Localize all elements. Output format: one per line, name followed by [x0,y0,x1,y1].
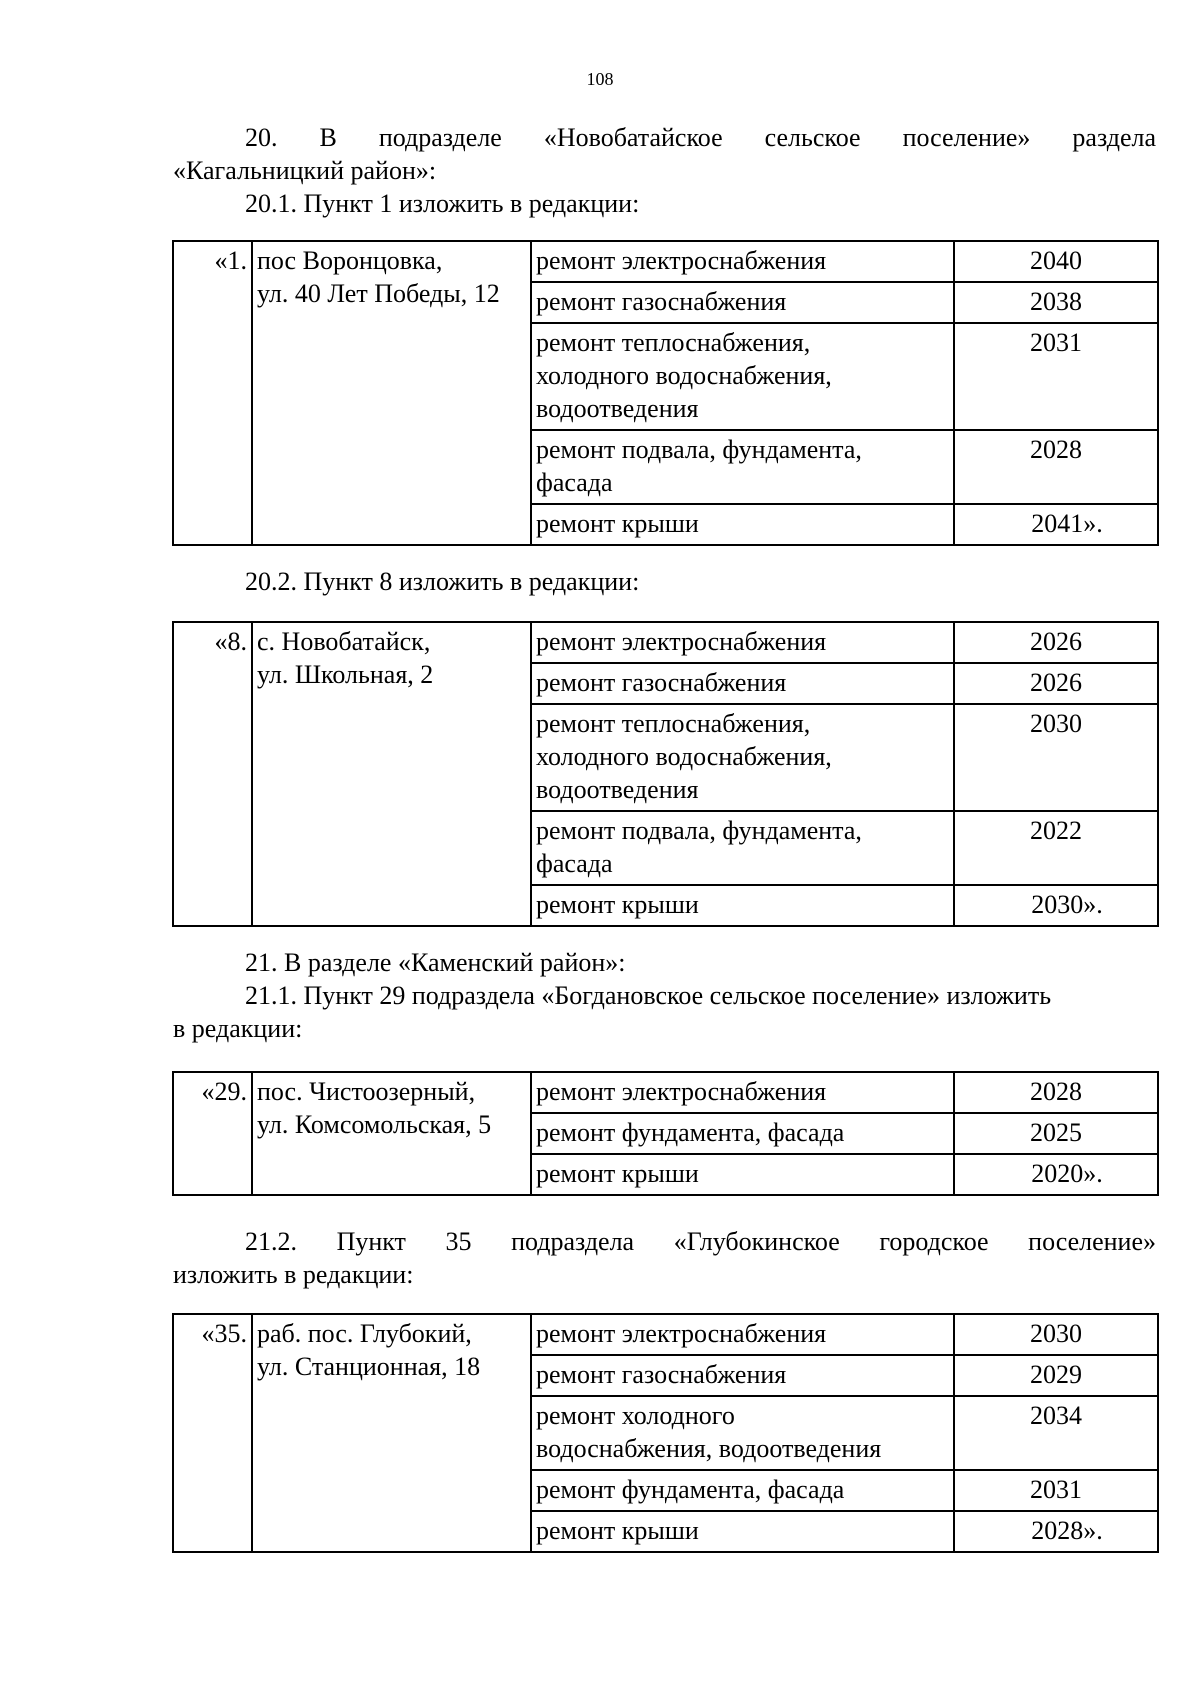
paragraph-21-title: 21. В разделе «Каменский район»: [245,948,626,977]
table-item-1 [172,240,1159,546]
word: сельское [764,123,861,152]
item-number: «8. [173,622,252,926]
year-cell: 2031 [954,1470,1158,1511]
work-cell: ремонт фундамента, фасада [531,1470,954,1511]
address-line: ул. 40 Лет Победы, 12 [257,279,500,308]
year-cell: 2025 [954,1113,1158,1154]
word: поселение» [1028,1227,1157,1256]
work-cell: ремонт подвала, фундамента, фасада [531,811,954,885]
word: раздела [1072,123,1157,152]
address-line: с. Новобатайск, [257,627,431,656]
year-cell: 2030 [954,1314,1158,1355]
word: 21.2. [245,1227,297,1256]
year-cell: 2034 [954,1396,1158,1470]
table-row [173,622,1158,663]
work-cell: ремонт крыши [531,1154,954,1195]
word: подраздела [511,1227,635,1256]
address-line: ул. Станционная, 18 [257,1352,481,1381]
year-cell: 2038 [954,282,1158,323]
paragraph-20-line-1 [173,121,1156,154]
year-cell: 2026 [954,622,1158,663]
paragraph-21-2 [173,1225,1156,1291]
year-cell: 2020». [954,1154,1158,1195]
word: поселение» [902,123,1031,152]
address-line: пос Воронцовка, [257,246,443,275]
year-cell: 2028». [954,1511,1158,1552]
word: «Новобатайское [543,123,723,152]
address-line: раб. пос. Глубокий, [257,1319,472,1348]
word: подразделе [378,123,502,152]
table-row [173,1072,1158,1113]
year-cell: 2022 [954,811,1158,885]
address-cell [252,1072,531,1195]
item-number: «1. [173,241,252,545]
work-cell: ремонт электроснабжения [531,1072,954,1113]
year-cell: 2031 [954,323,1158,430]
paragraph-21-2-line-1 [173,1225,1156,1258]
page-number: 108 [586,69,614,89]
year-cell: 2028 [954,430,1158,504]
year-cell: 2028 [954,1072,1158,1113]
work-cell: ремонт теплоснабжения, холодного водоснабжения, водоотведения [531,323,954,430]
work-cell: ремонт теплоснабжения, холодного водоснабжения, водоотведения [531,704,954,811]
work-cell: ремонт крыши [531,1511,954,1552]
word: городское [879,1227,989,1256]
word: «Глубокинское [673,1227,840,1256]
year-cell: 2030 [954,704,1158,811]
item-number: «29. [173,1072,252,1195]
address-line: ул. Школьная, 2 [257,660,434,689]
address-cell [252,622,531,926]
year-cell: 2029 [954,1355,1158,1396]
paragraph-21-1-line-2: в редакции: [173,1014,303,1043]
year-cell: 2040 [954,241,1158,282]
address-line: пос. Чистоозерный, [257,1077,476,1106]
paragraph-20 [173,121,1156,220]
work-cell: ремонт подвала, фундамента, фасада [531,430,954,504]
paragraph-20-line-2: «Кагальницкий район»: [173,156,437,185]
work-cell: ремонт крыши [531,504,954,545]
work-cell: ремонт электроснабжения [531,1314,954,1355]
address-cell [252,1314,531,1552]
work-cell: ремонт газоснабжения [531,1355,954,1396]
work-cell: ремонт электроснабжения [531,241,954,282]
year-cell: 2041». [954,504,1158,545]
table-item-35 [172,1313,1159,1553]
year-cell: 2026 [954,663,1158,704]
paragraph-20-2: 20.2. Пункт 8 изложить в редакции: [245,567,640,596]
work-cell: ремонт холодного водоснабжения, водоотведения [531,1396,954,1470]
paragraph-20-2-block [173,565,1156,598]
word: Пункт [336,1227,406,1256]
paragraph-21 [173,946,1156,1045]
address-cell [252,241,531,545]
work-cell: ремонт электроснабжения [531,622,954,663]
table-item-8 [172,621,1159,927]
work-cell: ремонт крыши [531,885,954,926]
work-cell: ремонт фундамента, фасада [531,1113,954,1154]
year-cell: 2030». [954,885,1158,926]
table-row [173,241,1158,282]
item-number: «35. [173,1314,252,1552]
table-item-29 [172,1071,1159,1196]
paragraph-21-1-line-1: 21.1. Пункт 29 подраздела «Богдановское сельское поселение» изложить [245,981,1052,1010]
word: 20. В [245,123,337,152]
address-line: ул. Комсомольская, 5 [257,1110,492,1139]
word: 35 [445,1227,472,1256]
work-cell: ремонт газоснабжения [531,663,954,704]
work-cell: ремонт газоснабжения [531,282,954,323]
table-row [173,1314,1158,1355]
paragraph-20-1: 20.1. Пункт 1 изложить в редакции: [245,189,640,218]
paragraph-21-2-line-2: изложить в редакции: [173,1260,414,1289]
